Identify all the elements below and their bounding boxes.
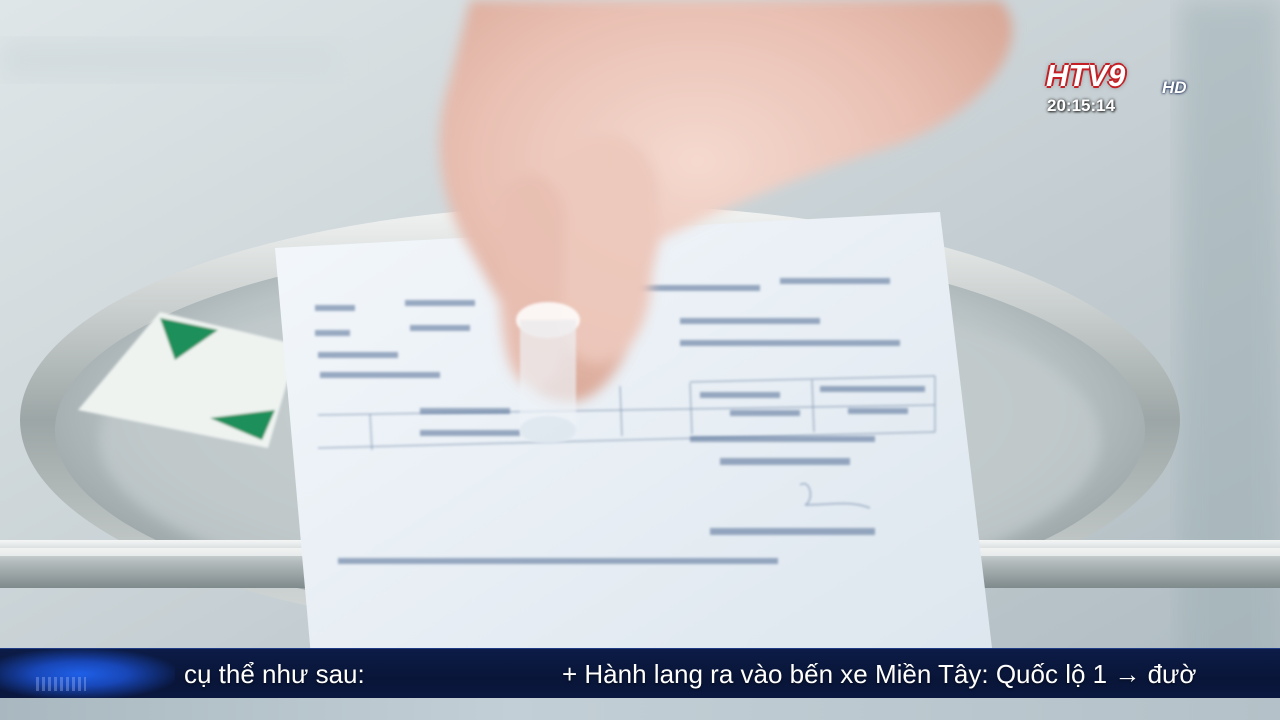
ticker-logo-icon — [36, 677, 86, 691]
vaccine-vial — [516, 302, 580, 444]
ticker-segment-2: + Hành lang ra vào bến xe Miền Tây: Quốc lộ 1 → đườ — [562, 659, 1197, 689]
channel-logo-mark: HTV9 — [1046, 58, 1126, 93]
hd-badge: HD — [1162, 78, 1187, 97]
bottom-strip — [0, 698, 1280, 720]
ticker-segment-1: cụ thể như sau: — [184, 659, 365, 689]
ticker-glow — [0, 649, 175, 699]
broadcast-clock: 20:15:14 — [1047, 96, 1116, 115]
news-ticker — [0, 648, 1280, 699]
